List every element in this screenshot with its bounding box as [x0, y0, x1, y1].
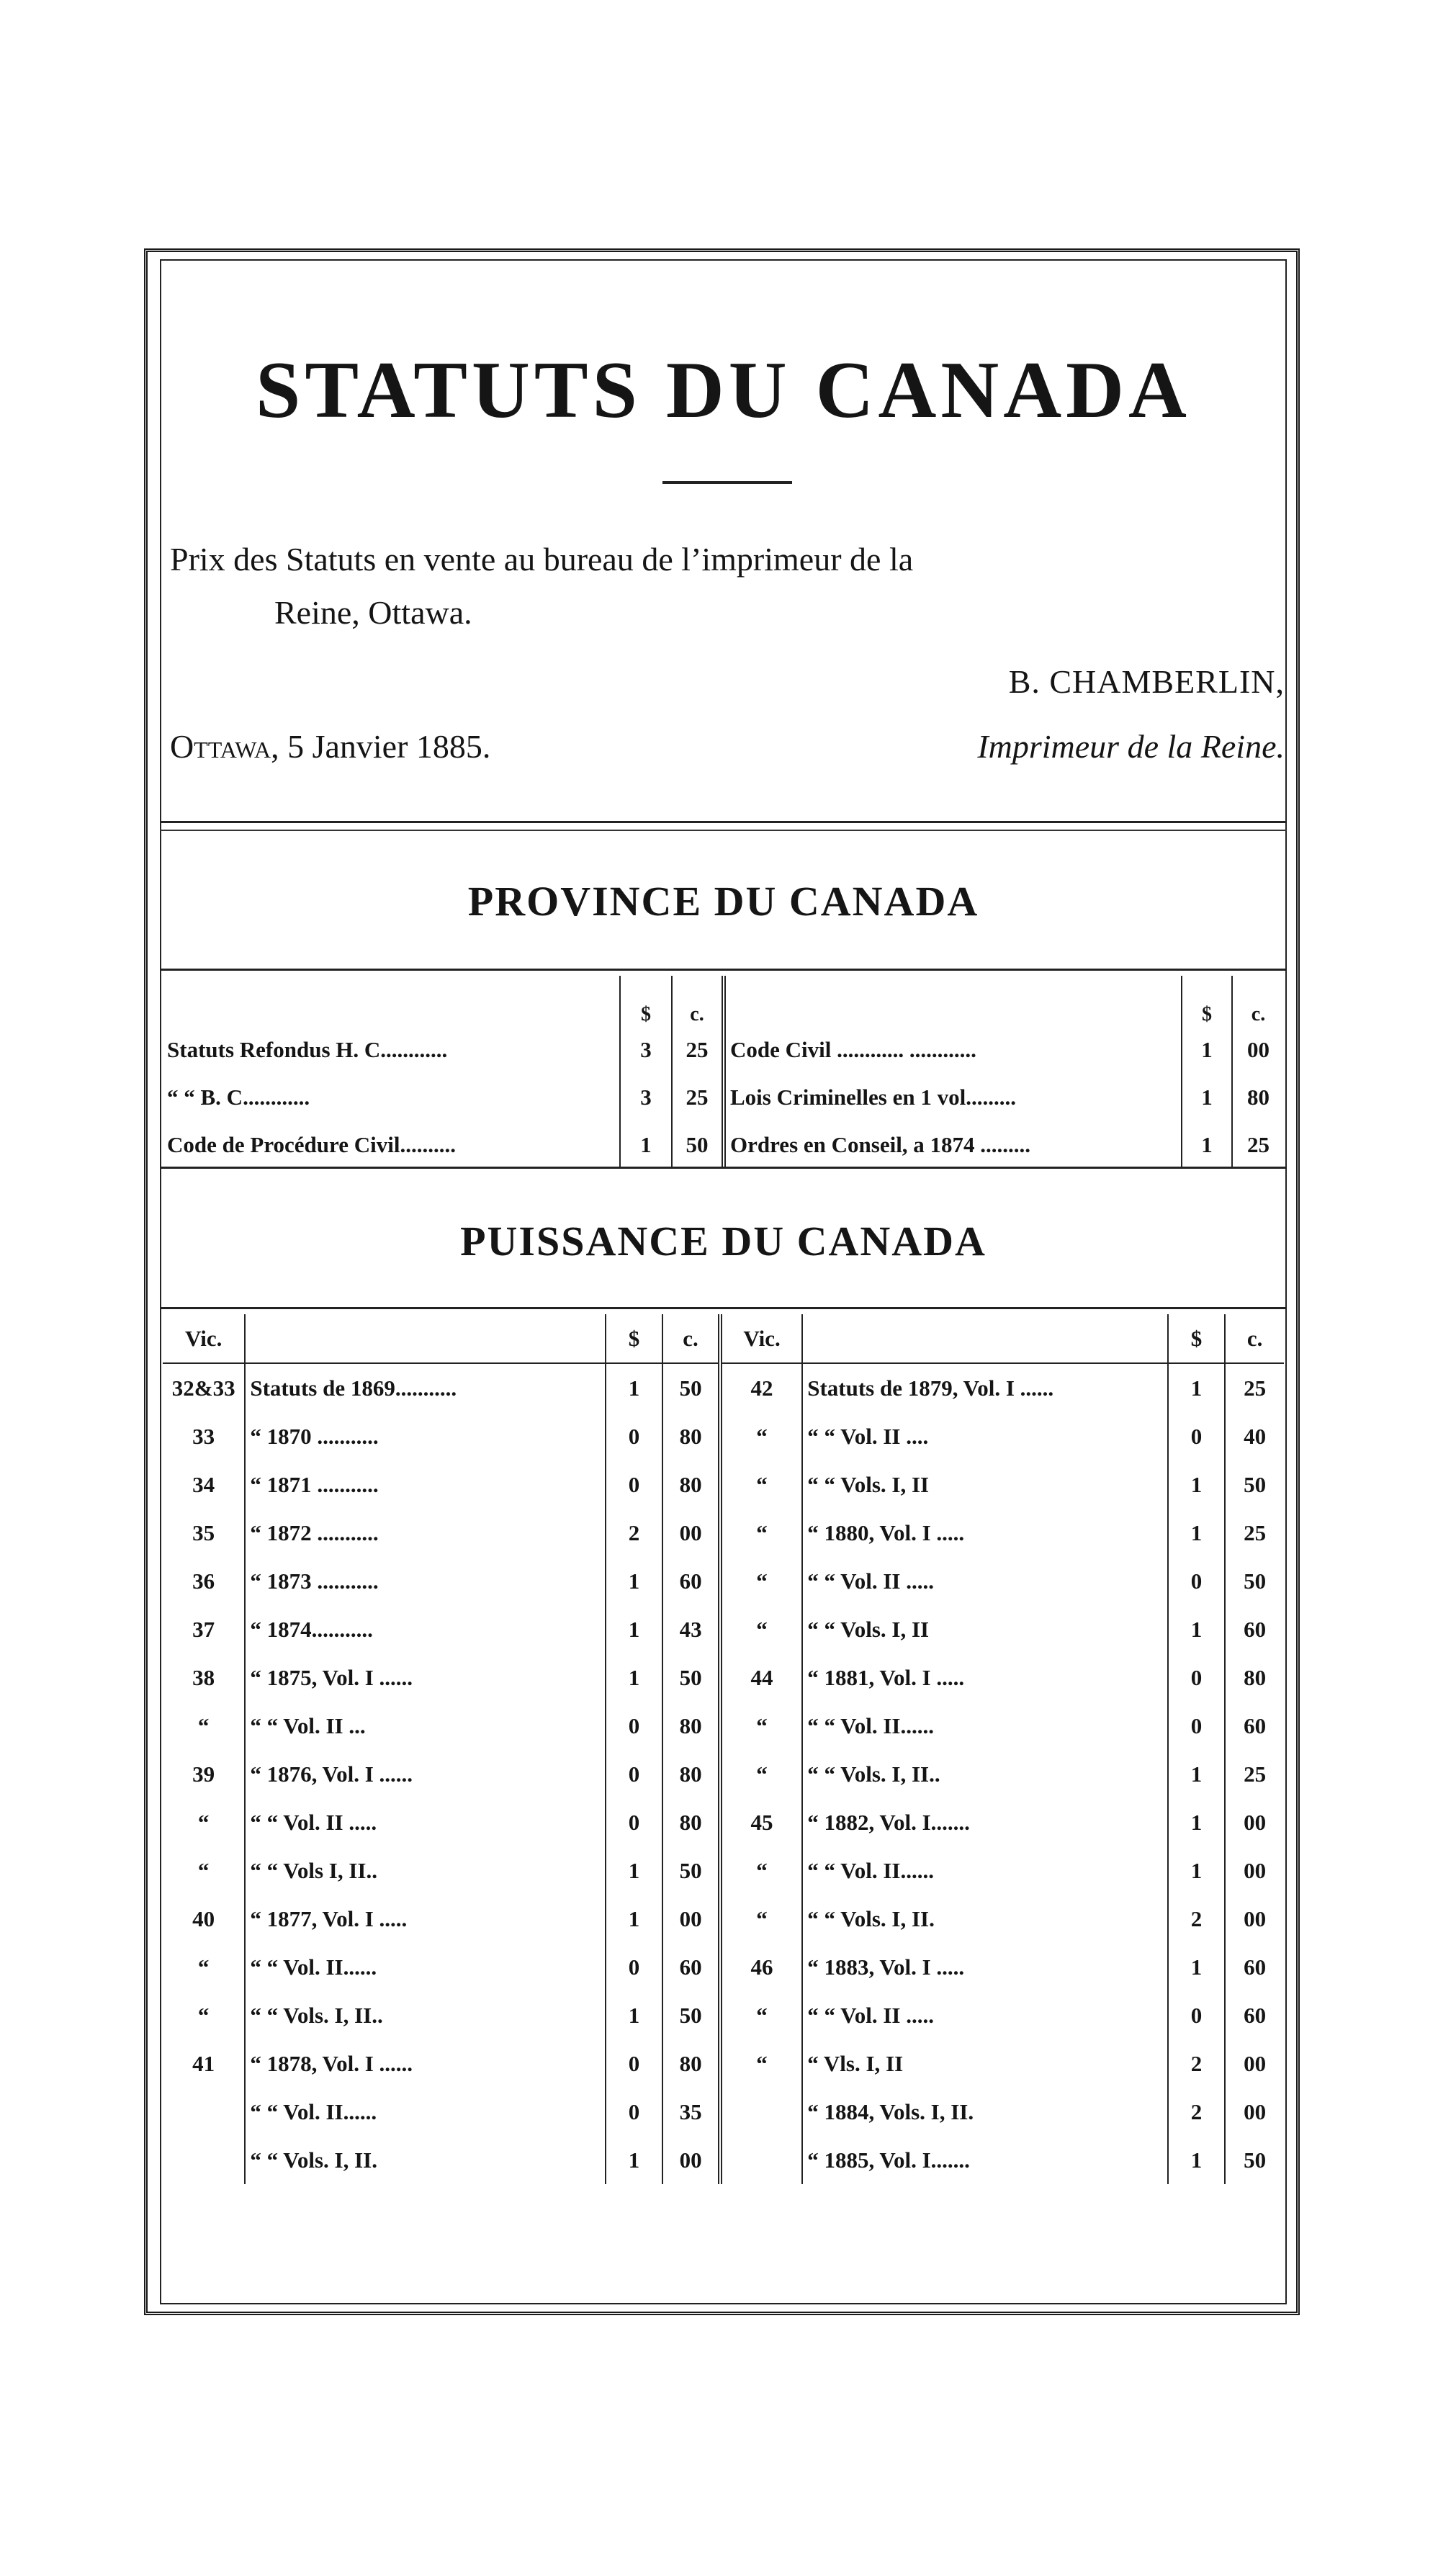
table-row — [163, 1074, 1284, 1121]
puissance-header-row — [163, 1314, 1284, 1363]
statute-title: “ 1883, Vol. I ..... — [802, 1943, 1167, 1991]
section-divider — [160, 821, 1287, 831]
price-cents: 35 — [662, 2088, 720, 2136]
statute-title: “ “ Vols. I, II.. — [802, 1750, 1167, 1798]
price-dollars: 0 — [1168, 1991, 1226, 2039]
province-header-row — [163, 976, 1284, 1026]
statute-title: “ 1870 ........... — [245, 1412, 605, 1460]
statute-title: “ 1878, Vol. I ...... — [245, 2039, 605, 2088]
price-dollars: 2 — [606, 1509, 663, 1557]
victoria-year: “ — [720, 1605, 802, 1653]
statute-title: Statuts Refondus H. C............ — [167, 1037, 448, 1062]
statute-title: “ “ Vol. II ... — [245, 1702, 605, 1750]
price-dollars: 1 — [1168, 1750, 1226, 1798]
statute-title: “ 1876, Vol. I ...... — [245, 1750, 605, 1798]
price-cents: 40 — [1225, 1412, 1284, 1460]
victoria-year: “ — [197, 1712, 210, 1738]
header-title-blank — [245, 1314, 605, 1363]
table-row — [163, 1412, 1284, 1460]
victoria-year: “ — [720, 1750, 802, 1798]
victoria-year — [720, 2136, 802, 2184]
statute-title: “ 1872 ........... — [245, 1509, 605, 1557]
price-dollars: 1 — [606, 1991, 663, 2039]
price-dollars: 1 — [1182, 1026, 1232, 1074]
price-cents: 00 — [1225, 1846, 1284, 1895]
price-dollars: 1 — [1168, 1363, 1226, 1412]
price-dollars: 2 — [1168, 1895, 1226, 1943]
province-header-cent: c. — [672, 976, 724, 1026]
victoria-year: 44 — [720, 1653, 802, 1702]
price-cents: 60 — [662, 1943, 720, 1991]
statute-title: “ “ Vols. I, II — [802, 1460, 1167, 1509]
table-row — [163, 1895, 1284, 1943]
table-row — [163, 1121, 1284, 1169]
puissance-price-table — [163, 1314, 1284, 2184]
price-cents: 80 — [662, 1702, 720, 1750]
table-row — [163, 1991, 1284, 2039]
victoria-year: “ — [197, 2002, 210, 2028]
table-row — [163, 1750, 1284, 1798]
header-vic-right: Vic. — [720, 1314, 802, 1363]
victoria-year: “ — [720, 1895, 802, 1943]
table-row — [163, 1702, 1284, 1750]
victoria-year: 32&33 — [171, 1375, 235, 1401]
victoria-year — [163, 2136, 245, 2184]
statute-title: “ 1880, Vol. I ..... — [802, 1509, 1167, 1557]
price-cents: 60 — [1225, 1605, 1284, 1653]
victoria-year: “ — [720, 1846, 802, 1895]
province-header-cent-right: c. — [1232, 976, 1284, 1026]
price-dollars: 1 — [1168, 1943, 1226, 1991]
victoria-year: “ — [197, 1809, 210, 1835]
victoria-year: “ — [197, 1954, 210, 1980]
price-dollars: 2 — [1168, 2088, 1226, 2136]
price-cents: 60 — [662, 1557, 720, 1605]
price-cents: 50 — [1225, 1460, 1284, 1509]
price-cents: 50 — [662, 1653, 720, 1702]
statute-title: “ 1875, Vol. I ...... — [245, 1653, 605, 1702]
price-dollars: 1 — [606, 1557, 663, 1605]
price-dollars: 3 — [620, 1074, 672, 1121]
statute-title: Ordres en Conseil, a 1874 ......... — [724, 1121, 1182, 1169]
price-dollars: 0 — [1168, 1702, 1226, 1750]
price-cents: 00 — [1225, 2039, 1284, 2088]
victoria-year: 46 — [720, 1943, 802, 1991]
price-dollars: 3 — [620, 1026, 672, 1074]
statute-title: Lois Criminelles en 1 vol......... — [724, 1074, 1182, 1121]
printer-title: Imprimeur de la Reine. — [977, 728, 1285, 765]
province-header-blank — [163, 976, 620, 1026]
victoria-year: 38 — [192, 1664, 215, 1690]
intro-line-2: Reine, Ottawa. — [274, 594, 472, 631]
victoria-year — [163, 2088, 245, 2136]
price-cents: 50 — [672, 1121, 724, 1169]
puissance-top-rule — [160, 1307, 1287, 1309]
victoria-year: 45 — [720, 1798, 802, 1846]
victoria-year: 36 — [192, 1568, 215, 1594]
dateline-city: Ottawa, — [170, 728, 279, 765]
price-cents: 00 — [662, 1509, 720, 1557]
dateline-date: 5 Janvier 1885. — [287, 728, 491, 765]
table-row — [163, 1653, 1284, 1702]
statute-title: “ 1873 ........... — [245, 1557, 605, 1605]
victoria-year: “ — [720, 1412, 802, 1460]
statute-title: “ “ Vols. I, II — [802, 1605, 1167, 1653]
statute-title: “ 1885, Vol. I....... — [802, 2136, 1167, 2184]
price-cents: 00 — [1232, 1026, 1284, 1074]
table-row — [163, 1846, 1284, 1895]
statute-title: “ “ Vol. II ..... — [802, 1557, 1167, 1605]
victoria-year: 37 — [192, 1616, 215, 1642]
victoria-year: 42 — [720, 1363, 802, 1412]
statute-title: Statuts de 1869........... — [245, 1363, 605, 1412]
header-cent-right: c. — [1225, 1314, 1284, 1363]
statute-title: “ 1877, Vol. I ..... — [245, 1895, 605, 1943]
victoria-year: “ — [720, 1557, 802, 1605]
price-dollars: 1 — [1182, 1074, 1232, 1121]
price-dollars: 0 — [606, 1412, 663, 1460]
price-cents: 00 — [1225, 2088, 1284, 2136]
statute-title: “ 1884, Vols. I, II. — [802, 2088, 1167, 2136]
victoria-year: 34 — [192, 1471, 215, 1497]
price-cents: 50 — [662, 1991, 720, 2039]
price-dollars: 0 — [606, 1798, 663, 1846]
price-cents: 00 — [662, 2136, 720, 2184]
victoria-year: 35 — [192, 1519, 215, 1545]
price-dollars: 1 — [606, 1846, 663, 1895]
price-cents: 60 — [1225, 1991, 1284, 2039]
province-header-blank-right — [724, 976, 1182, 1026]
table-row — [163, 1798, 1284, 1846]
header-dollar: $ — [606, 1314, 663, 1363]
price-cents: 25 — [1225, 1509, 1284, 1557]
victoria-year: “ — [720, 1991, 802, 2039]
statute-title: “ Vls. I, II — [802, 2039, 1167, 2088]
victoria-year: “ — [720, 1509, 802, 1557]
price-dollars: 1 — [606, 1605, 663, 1653]
price-cents: 80 — [1232, 1074, 1284, 1121]
table-row — [163, 1460, 1284, 1509]
price-cents: 80 — [662, 1460, 720, 1509]
price-cents: 60 — [1225, 1943, 1284, 1991]
table-row — [163, 1026, 1284, 1074]
price-dollars: 0 — [606, 1750, 663, 1798]
price-cents: 50 — [662, 1363, 720, 1412]
price-cents: 80 — [1225, 1653, 1284, 1702]
intro-line-1: Prix des Statuts en vente au bureau de l’imprimeur de la — [170, 541, 914, 578]
price-dollars: 0 — [606, 1943, 663, 1991]
price-cents: 80 — [662, 2039, 720, 2088]
price-cents: 50 — [1225, 1557, 1284, 1605]
table-row — [163, 2039, 1284, 2088]
price-dollars: 1 — [620, 1121, 672, 1169]
statute-title: “ 1871 ........... — [245, 1460, 605, 1509]
price-cents: 25 — [1225, 1750, 1284, 1798]
price-cents: 00 — [1225, 1895, 1284, 1943]
price-dollars: 1 — [1168, 1509, 1226, 1557]
victoria-year — [720, 2088, 802, 2136]
statute-title: “ “ Vol. II...... — [802, 1846, 1167, 1895]
statute-title: “ “ Vols. I, II. — [802, 1895, 1167, 1943]
header-title-blank-right — [802, 1314, 1167, 1363]
price-dollars: 0 — [1168, 1412, 1226, 1460]
price-dollars: 0 — [606, 2039, 663, 2088]
price-cents: 25 — [1232, 1121, 1284, 1169]
price-dollars: 1 — [606, 1653, 663, 1702]
title-rule — [662, 481, 792, 484]
victoria-year: 33 — [192, 1423, 215, 1449]
table-row — [163, 1605, 1284, 1653]
header-dollar-right: $ — [1168, 1314, 1226, 1363]
price-dollars: 1 — [606, 2136, 663, 2184]
price-cents: 25 — [672, 1074, 724, 1121]
statute-title: “ 1881, Vol. I ..... — [802, 1653, 1167, 1702]
table-row — [163, 1509, 1284, 1557]
price-dollars: 1 — [1168, 1605, 1226, 1653]
price-dollars: 1 — [1168, 2136, 1226, 2184]
price-dollars: 1 — [1168, 1846, 1226, 1895]
price-cents: 80 — [662, 1798, 720, 1846]
price-dollars: 1 — [1168, 1798, 1226, 1846]
statute-title: “ “ Vol. II...... — [802, 1702, 1167, 1750]
table-row — [163, 1363, 1284, 1412]
price-dollars: 1 — [1182, 1121, 1232, 1169]
statute-title: “ “ Vols I, II.. — [245, 1846, 605, 1895]
price-dollars: 1 — [1168, 1460, 1226, 1509]
province-bottom-rule — [160, 1167, 1287, 1169]
puissance-heading: PUISSANCE DU CANADA — [460, 1218, 987, 1265]
victoria-year: “ — [197, 1857, 210, 1883]
victoria-year: 40 — [192, 1905, 215, 1931]
statute-title: “ “ Vol. II ..... — [245, 1798, 605, 1846]
table-row — [163, 2088, 1284, 2136]
price-cents: 60 — [1225, 1702, 1284, 1750]
price-dollars: 1 — [606, 1363, 663, 1412]
price-cents: 00 — [1225, 1798, 1284, 1846]
table-row — [163, 1557, 1284, 1605]
statute-title: “ “ B. C............ — [167, 1085, 310, 1110]
statute-title: Code de Procédure Civil.......... — [167, 1132, 456, 1157]
price-dollars: 2 — [1168, 2039, 1226, 2088]
province-header-dollar: $ — [620, 976, 672, 1026]
statute-title: “ “ Vol. II .... — [802, 1412, 1167, 1460]
price-dollars: 0 — [606, 2088, 663, 2136]
statute-title: Code Civil ............ ............ — [724, 1026, 1182, 1074]
price-dollars: 0 — [1168, 1557, 1226, 1605]
signer-name: B. CHAMBERLIN, — [1008, 663, 1285, 700]
intro-paragraph — [170, 533, 1279, 639]
statute-title: “ “ Vol. II ..... — [802, 1991, 1167, 2039]
price-dollars: 0 — [1168, 1653, 1226, 1702]
statute-title: “ “ Vol. II...... — [245, 2088, 605, 2136]
victoria-year: “ — [720, 1460, 802, 1509]
price-cents: 25 — [1225, 1363, 1284, 1412]
table-row — [163, 2136, 1284, 2184]
statute-title: “ 1882, Vol. I....... — [802, 1798, 1167, 1846]
price-cents: 80 — [662, 1750, 720, 1798]
header-cent: c. — [662, 1314, 720, 1363]
price-cents: 80 — [662, 1412, 720, 1460]
table-row — [163, 1943, 1284, 1991]
document-title: STATUTS DU CANADA — [256, 346, 1191, 435]
province-top-rule — [160, 969, 1287, 971]
victoria-year: 41 — [192, 2050, 215, 2076]
statute-title: “ “ Vol. II...... — [245, 1943, 605, 1991]
price-dollars: 1 — [606, 1895, 663, 1943]
price-cents: 50 — [1225, 2136, 1284, 2184]
header-vic: Vic. — [163, 1314, 245, 1363]
province-header-dollar-right: $ — [1182, 976, 1232, 1026]
price-dollars: 0 — [606, 1460, 663, 1509]
province-price-table — [163, 976, 1284, 1169]
price-cents: 00 — [662, 1895, 720, 1943]
statute-title: “ 1874........... — [245, 1605, 605, 1653]
price-cents: 43 — [662, 1605, 720, 1653]
statute-title: Statuts de 1879, Vol. I ...... — [802, 1363, 1167, 1412]
statute-title: “ “ Vols. I, II. — [245, 2136, 605, 2184]
dateline — [170, 727, 490, 765]
victoria-year: “ — [720, 1702, 802, 1750]
price-dollars: 0 — [606, 1702, 663, 1750]
victoria-year: “ — [720, 2039, 802, 2088]
statute-title: “ “ Vols. I, II.. — [245, 1991, 605, 2039]
price-cents: 25 — [672, 1026, 724, 1074]
victoria-year: 39 — [192, 1761, 215, 1787]
province-heading: PROVINCE DU CANADA — [467, 878, 979, 925]
price-cents: 50 — [662, 1846, 720, 1895]
